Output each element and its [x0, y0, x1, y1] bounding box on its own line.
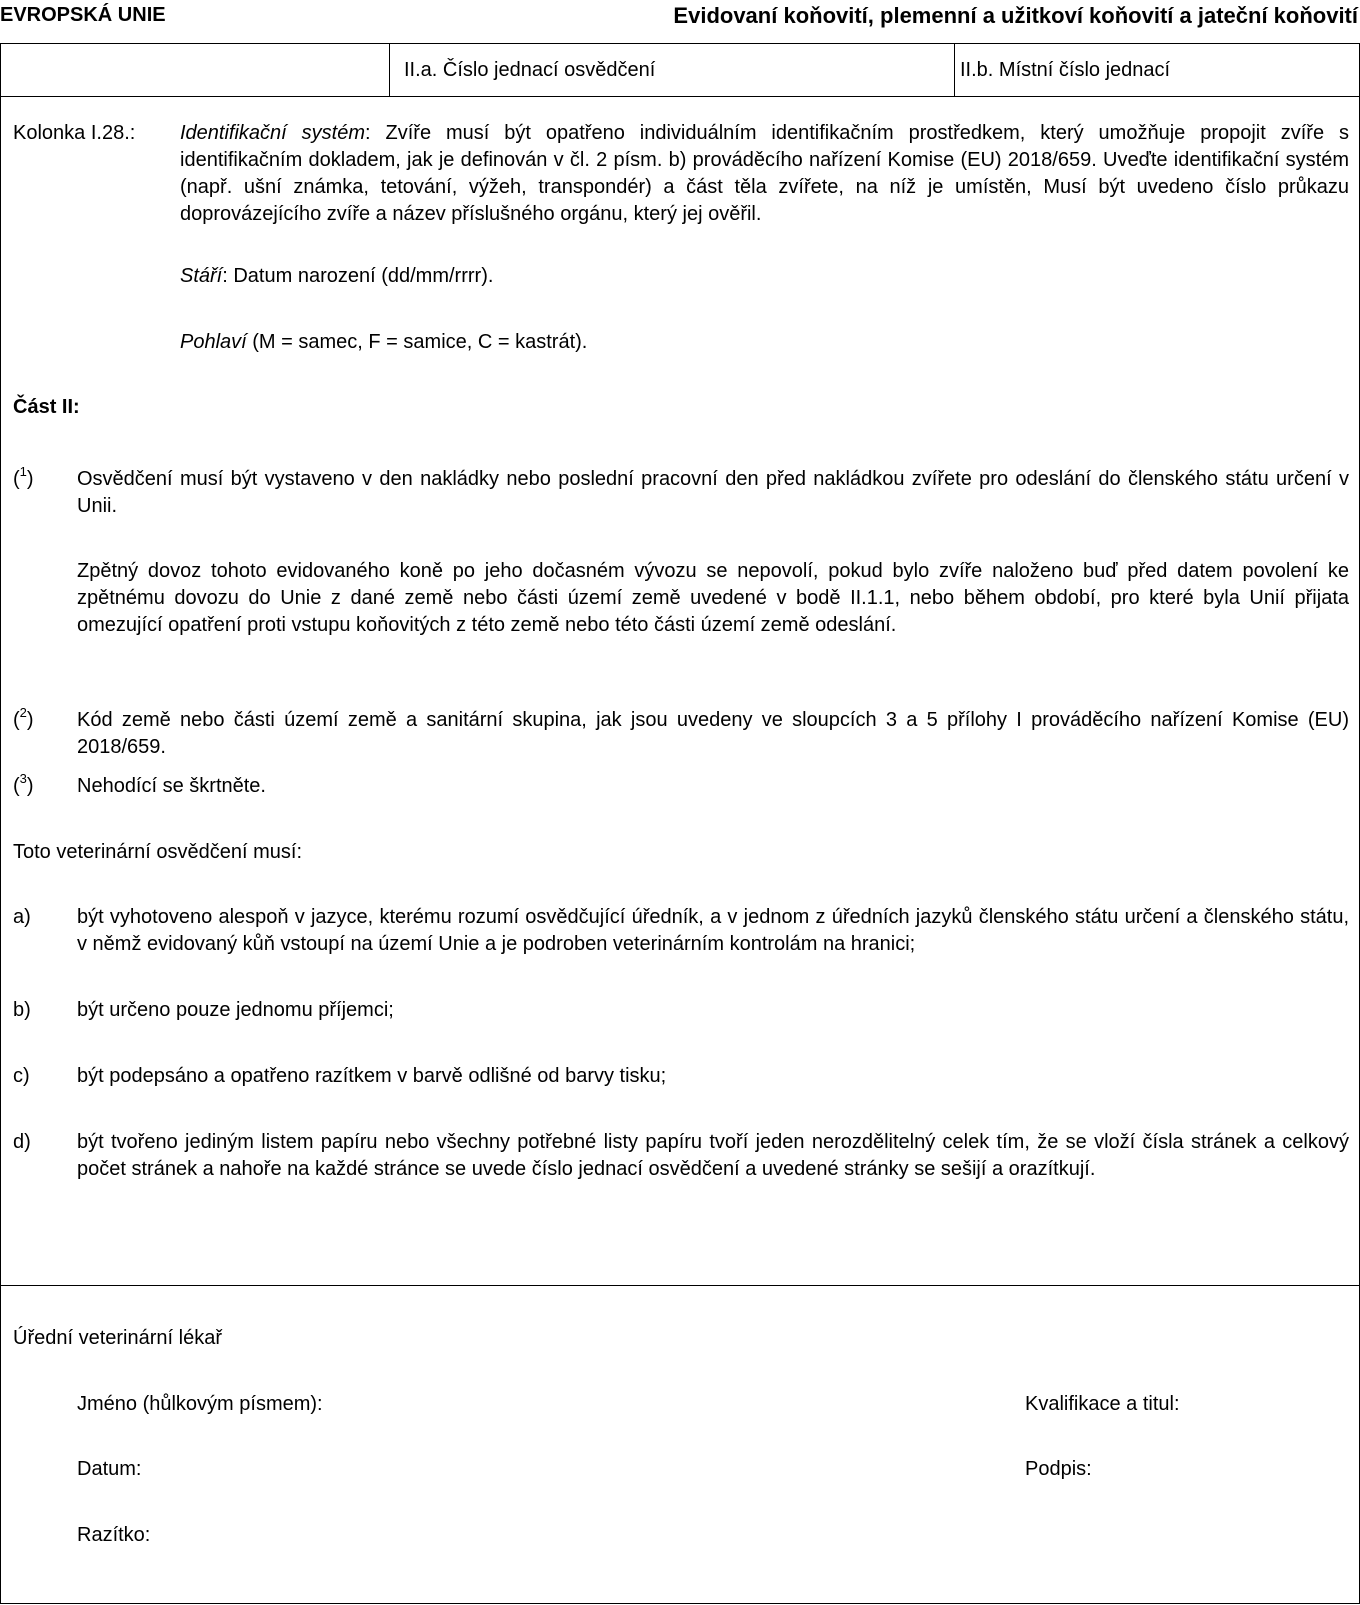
footnote-1-text: Osvědčení musí být vystaveno v den nakládky nebo poslední pracovní den před nakládkou zvířete pro odeslání do členského státu určení v Unii.	[77, 468, 1349, 517]
sex-note	[180, 329, 587, 356]
requirements-intro: Toto veterinární osvědčení musí:	[13, 841, 303, 863]
notes-section	[0, 95, 1360, 1286]
requirement-d-letter: d)	[13, 1131, 31, 1153]
sex-term: Pohlaví	[180, 331, 247, 353]
local-reference-cell	[954, 44, 1360, 96]
requirement-a-letter: a)	[13, 906, 31, 928]
requirement-c-letter: c)	[13, 1065, 30, 1087]
footnote-2-text: Kód země nebo části území země a sanitární skupina, jak jsou uvedeny ve sloupcích 3 a 5 přílohy I prováděcího nařízení Komise (EU) 2018/659.	[77, 709, 1349, 758]
age-text: : Datum narození (dd/mm/rrrr).	[222, 265, 494, 287]
footnote-1-reimport-text: Zpětný dovoz tohoto evidovaného koně po jeho dočasném vývozu se nepovolí, pokud bylo zvíře naloženo buď před datem povolení ke zpětnému dovozu do Unie z dané země nebo části území země uvedené v bodě II.1.1, nebo během období, pro které byla Unií přijata omezující opatření proti vstupu koňovitých z této země nebo této části území země odeslání.	[77, 560, 1349, 636]
requirement-a-text: být vyhotoveno alespoň v jazyce, kterému rozumí osvědčující úředník, a v jednom z úředních jazyků členského státu určení a členského státu, v němž evidovaný kůň vstoupí na území Unie a je podroben veterinárním kontrolám na hranici;	[77, 906, 1349, 955]
footnote-3-text: Nehodící se škrtněte.	[77, 775, 266, 797]
requirement-b-text: být určeno pouze jednomu příjemci;	[77, 999, 394, 1021]
header-eu-label: EVROPSKÁ UNIE	[0, 4, 166, 26]
requirement-c-text: být podepsáno a opatřeno razítkem v barvě odlišné od barvy tisku;	[77, 1065, 667, 1087]
official-veterinarian-title: Úřední veterinární lékař	[13, 1327, 222, 1349]
footnote-1-marker: ($^1$)	[13, 464, 34, 490]
requirement-b-letter: b)	[13, 999, 31, 1021]
header-document-title: Evidovaní koňovití, plemenní a užitkoví koňovití a jateční koňovití	[673, 3, 1358, 28]
certificate-reference-label: II.a. Číslo jednací osvědčení	[404, 59, 656, 81]
footnote-3-marker: ($^3$)	[13, 771, 34, 797]
sex-text: (M = samec, F = samice, C = kastrát).	[246, 331, 588, 353]
stamp-label: Razítko:	[77, 1524, 151, 1546]
name-label: Jméno (hůlkovým písmem):	[77, 1393, 323, 1415]
certificate-reference-cell	[389, 44, 955, 96]
age-note	[180, 263, 493, 290]
qualification-label: Kvalifikace a titul:	[1025, 1393, 1180, 1415]
age-term: Stáří	[180, 265, 223, 287]
signature-section	[0, 1286, 1360, 1604]
footnote-2-marker: ($^2$)	[13, 705, 34, 731]
reference-box	[0, 43, 1360, 97]
identification-term: Identifikační systém	[180, 122, 366, 144]
requirement-d-text: být tvořeno jediným listem papíru nebo všechny potřebné listy papíru tvoří jeden nerozdělitelný celek tím, že se vloží čísla stránek a celkový počet stránek a nahoře na každé stránce se uvede číslo jednací osvědčení a uvedené stránky se sešijí a orazítkují.	[77, 1131, 1349, 1180]
box-128-label: Kolonka I.28.:	[13, 122, 136, 144]
identification-note	[180, 120, 1349, 228]
date-label: Datum:	[77, 1458, 142, 1480]
local-reference-label: II.b. Místní číslo jednací	[960, 59, 1171, 81]
part-2-title: Část II:	[13, 396, 80, 418]
identification-text: : Zvíře musí být opatřeno individuálním identifikačním prostředkem, který umožňuje propojit zvíře s identifikačním dokladem, jak je definován v čl. 2 písm. b) prováděcího nařízení Komise (EU) 2018/659. Uveďte identifikační systém (např. ušní známka, tetování, výžeh, transpondér) a část těla zvířete, na níž je umístěn, Musí být uvedeno číslo průkazu doprovázejícího zvíře a název příslušného orgánu, který jej ověřil.	[180, 122, 1350, 225]
signature-label: Podpis:	[1025, 1458, 1092, 1480]
